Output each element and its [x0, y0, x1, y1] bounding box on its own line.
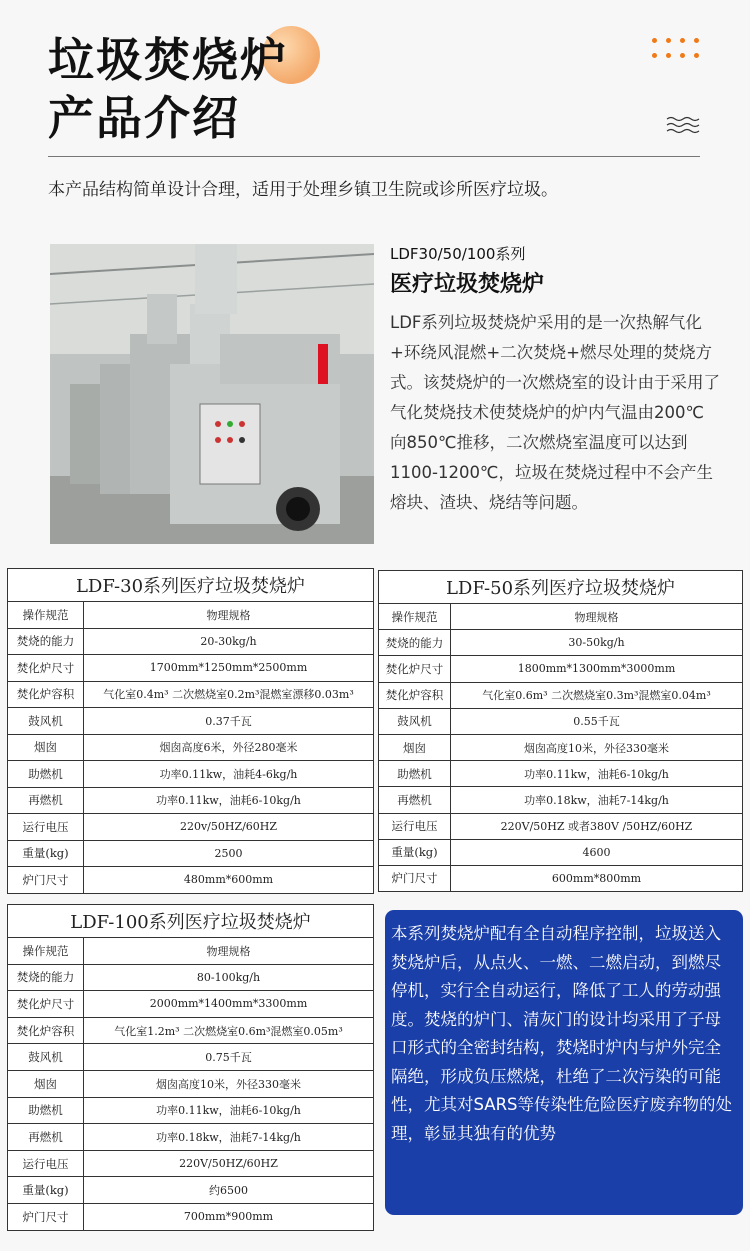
product-title: 医疗垃圾焚烧炉: [390, 272, 545, 297]
spec-table-row: [8, 681, 374, 708]
spec-table-row: [8, 1203, 374, 1230]
spec-table-row: [379, 787, 743, 813]
spec-label-cell: 鼓风机: [8, 1044, 84, 1071]
spec-table-row: [379, 813, 743, 839]
spec-table-row: [379, 656, 743, 682]
spec-value-cell: 0.55千瓦: [451, 708, 743, 734]
spec-label-cell: 烟囱: [379, 734, 451, 760]
spec-label-cell: 焚化炉容积: [8, 681, 84, 708]
spec-table-row: [8, 708, 374, 735]
spec-label-cell: 助燃机: [8, 1097, 84, 1124]
spec-table-row: [379, 839, 743, 865]
spec-table-row: [8, 787, 374, 814]
spec-table-row: [379, 682, 743, 708]
spec-label-cell: 焚烧的能力: [379, 630, 451, 656]
spec-label-cell: 炉门尺寸: [8, 1203, 84, 1230]
spec-label-cell: 重量(kg): [8, 1177, 84, 1204]
spec-table-row: [8, 628, 374, 655]
spec-table-row: [8, 840, 374, 867]
spec-value-cell: 气化室0.4m³ 二次燃烧室0.2m³混燃室漂移0.03m³: [84, 681, 374, 708]
spec-value-cell: 功率0.18kw，油耗7-14kg/h: [451, 787, 743, 813]
spec-label-cell: 焚化炉尺寸: [8, 991, 84, 1018]
spec-label-cell: 助燃机: [8, 761, 84, 788]
spec-table-row: [8, 991, 374, 1018]
spec-table-row: [8, 1097, 374, 1124]
spec-label-cell: 重量(kg): [379, 839, 451, 865]
spec-table-row: [8, 1177, 374, 1204]
feature-description-box: 本系列焚烧炉配有全自动程序控制，垃圾送入焚烧炉后，从点火、一燃、二燃启动，到燃尽停机，实行全自动运行，降低了工人的劳动强度。焚烧的炉门、清灰门的设计均采用了子母口形式的全密封结构，焚烧时炉内与炉外完全隔绝，形成负压燃烧，杜绝了二次污染的可能性，尤其对SARS等传染性危险医疗废弃物的处理，彰显其独有的优势: [385, 910, 743, 1215]
header-divider: [48, 156, 700, 157]
spec-table-title: LDF-30系列医疗垃圾焚烧炉: [7, 568, 374, 601]
spec-value-cell: 物理规格: [84, 602, 374, 629]
page-title-line2: 产品介绍: [48, 91, 240, 145]
spec-table-row: [8, 761, 374, 788]
spec-label-cell: 再燃机: [8, 1124, 84, 1151]
spec-value-cell: 2500: [84, 840, 374, 867]
spec-value-cell: 1700mm*1250mm*2500mm: [84, 655, 374, 682]
spec-value-cell: 20-30kg/h: [84, 628, 374, 655]
spec-value-cell: 220v/50HZ/60HZ: [84, 814, 374, 841]
decorative-wave-icon: [666, 116, 700, 136]
spec-table-title: LDF-50系列医疗垃圾焚烧炉: [378, 570, 743, 603]
spec-label-cell: 重量(kg): [8, 840, 84, 867]
spec-table-row: [8, 655, 374, 682]
spec-table-row: [379, 630, 743, 656]
spec-label-cell: 助燃机: [379, 761, 451, 787]
page-title-line1: 垃圾焚烧炉: [48, 33, 288, 87]
spec-value-cell: 80-100kg/h: [84, 964, 374, 991]
spec-value-cell: 480mm*600mm: [84, 867, 374, 894]
spec-value-cell: 4600: [451, 839, 743, 865]
spec-value-cell: 功率0.11kw，油耗6-10kg/h: [451, 761, 743, 787]
spec-label-cell: 焚化炉容积: [8, 1017, 84, 1044]
spec-table-row: [379, 708, 743, 734]
spec-label-cell: 焚化炉尺寸: [8, 655, 84, 682]
spec-value-cell: 30-50kg/h: [451, 630, 743, 656]
spec-value-cell: 220V/50HZ/60HZ: [84, 1150, 374, 1177]
incinerator-photo: [50, 244, 374, 544]
spec-table-row: [379, 761, 743, 787]
spec-value-cell: 气化室1.2m³ 二次燃烧室0.6m³混燃室0.05m³: [84, 1017, 374, 1044]
spec-label-cell: 焚化炉尺寸: [379, 656, 451, 682]
spec-table-row: [8, 1044, 374, 1071]
spec-value-cell: 2000mm*1400mm*3300mm: [84, 991, 374, 1018]
spec-table-ldf50: [378, 570, 743, 892]
spec-value-cell: 物理规格: [451, 604, 743, 630]
spec-value-cell: 0.37千瓦: [84, 708, 374, 735]
spec-value-cell: 700mm*900mm: [84, 1203, 374, 1230]
spec-value-cell: 功率0.18kw，油耗7-14kg/h: [84, 1124, 374, 1151]
spec-label-cell: 焚烧的能力: [8, 964, 84, 991]
spec-table-row: [8, 867, 374, 894]
spec-label-cell: 鼓风机: [8, 708, 84, 735]
spec-value-cell: 220V/50HZ 或者380V /50HZ/60HZ: [451, 813, 743, 839]
spec-value-cell: 烟囱高度10米，外径330毫米: [451, 734, 743, 760]
spec-table-header-row: [8, 602, 374, 629]
spec-label-cell: 鼓风机: [379, 708, 451, 734]
spec-label-cell: 运行电压: [379, 813, 451, 839]
spec-value-cell: 烟囱高度10米，外径330毫米: [84, 1070, 374, 1097]
spec-label-cell: 烟囱: [8, 734, 84, 761]
spec-label-cell: 炉门尺寸: [8, 867, 84, 894]
spec-table-header-row: [379, 604, 743, 630]
spec-table-row: [379, 734, 743, 760]
spec-table-row: [8, 1017, 374, 1044]
spec-value-cell: 功率0.11kw，油耗6-10kg/h: [84, 787, 374, 814]
product-description: LDF系列垃圾焚烧炉采用的是一次热解气化+环绕风混燃+二次焚烧+燃尽处理的焚烧方式。该焚烧炉的一次燃烧室的设计由于采用了气化焚烧技术使焚烧炉的炉内气温由200℃向850℃推移，二次燃烧室温度可以达到1100-1200℃，垃圾在焚烧过程中不会产生熔块、渣块、烧结等问题。: [390, 313, 720, 512]
spec-table-ldf100: [7, 904, 374, 1231]
spec-table-row: [8, 734, 374, 761]
spec-table-row: [8, 1150, 374, 1177]
spec-value-cell: 功率0.11kw，油耗4-6kg/h: [84, 761, 374, 788]
spec-table-row: [8, 814, 374, 841]
spec-value-cell: 1800mm*1300mm*3000mm: [451, 656, 743, 682]
spec-table-header-row: [8, 938, 374, 965]
spec-table-row: [8, 1124, 374, 1151]
spec-table-ldf30: [7, 568, 374, 894]
spec-value-cell: 烟囱高度6米，外径280毫米: [84, 734, 374, 761]
spec-label-cell: 运行电压: [8, 1150, 84, 1177]
spec-table-title: LDF-100系列医疗垃圾焚烧炉: [7, 904, 374, 937]
spec-label-cell: 再燃机: [8, 787, 84, 814]
spec-label-cell: 操作规范: [8, 938, 84, 965]
spec-value-cell: 600mm*800mm: [451, 865, 743, 891]
spec-table-row: [379, 865, 743, 891]
spec-value-cell: 约6500: [84, 1177, 374, 1204]
spec-value-cell: 0.75千瓦: [84, 1044, 374, 1071]
spec-label-cell: 操作规范: [379, 604, 451, 630]
spec-table-row: [8, 1070, 374, 1097]
product-series: LDF30/50/100系列: [390, 245, 526, 263]
spec-label-cell: 焚化炉容积: [379, 682, 451, 708]
spec-label-cell: 运行电压: [8, 814, 84, 841]
spec-value-cell: 气化室0.6m³ 二次燃烧室0.3m³混燃室0.04m³: [451, 682, 743, 708]
spec-label-cell: 再燃机: [379, 787, 451, 813]
spec-label-cell: 操作规范: [8, 602, 84, 629]
spec-label-cell: 焚烧的能力: [8, 628, 84, 655]
spec-value-cell: 物理规格: [84, 938, 374, 965]
spec-label-cell: 炉门尺寸: [379, 865, 451, 891]
intro-text: 本产品结构简单设计合理，适用于处理乡镇卫生院或诊所医疗垃圾。: [48, 180, 558, 200]
spec-table-row: [8, 964, 374, 991]
spec-label-cell: 烟囱: [8, 1070, 84, 1097]
spec-value-cell: 功率0.11kw，油耗6-10kg/h: [84, 1097, 374, 1124]
